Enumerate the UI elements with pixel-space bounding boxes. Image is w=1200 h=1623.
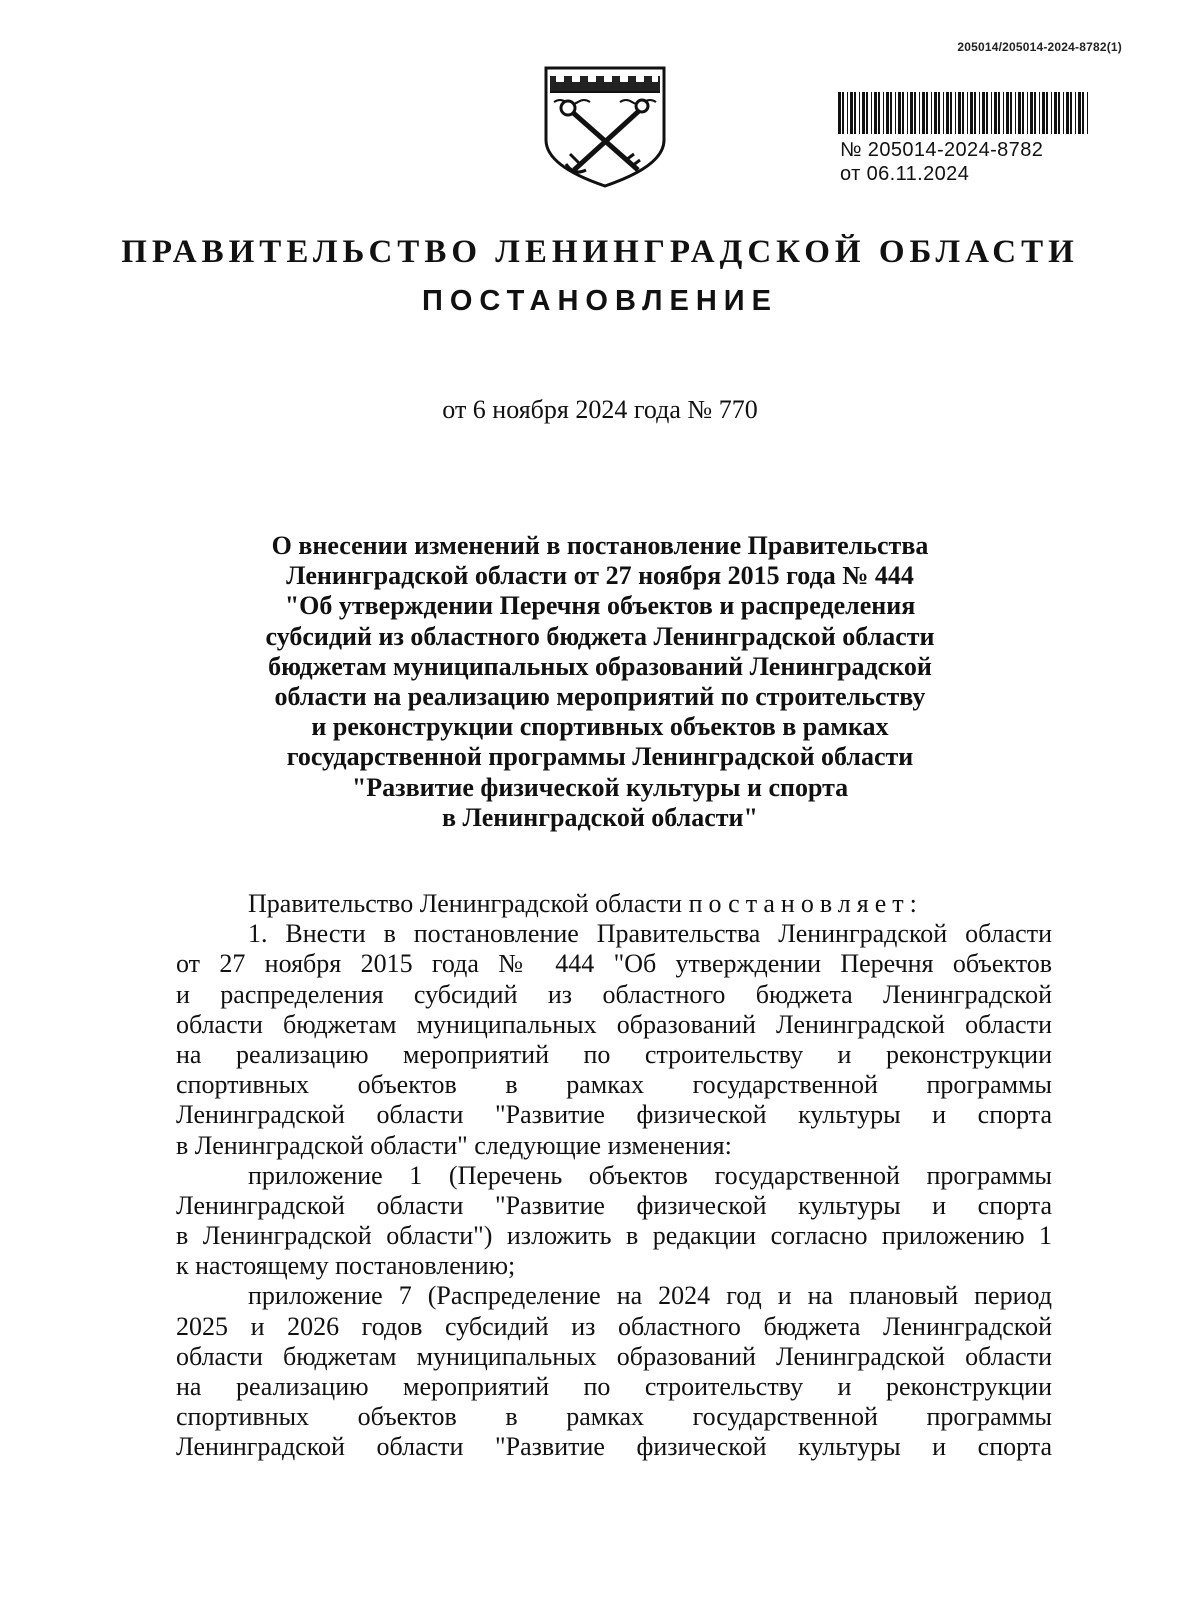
barcode-bar (955, 92, 956, 134)
barcode-bar (1010, 92, 1012, 134)
barcode-bar (862, 92, 865, 134)
barcode-bar (1087, 92, 1088, 134)
body-line: к настоящему постановлению; (176, 1251, 516, 1281)
barcode-bar (922, 92, 925, 134)
barcode-bar (914, 92, 916, 134)
barcode-bar (950, 92, 952, 134)
subject-line: и реконструкции спортивных объектов в рамках (311, 712, 889, 742)
body-line: области бюджетам муниципальных образований Ленинградской области (176, 1009, 1052, 1039)
registration-date: от 06.11.2024 (840, 163, 970, 185)
subject-line: субсидий из областного бюджета Ленинградской области (265, 621, 935, 651)
barcode-bar (890, 92, 892, 134)
body-line: Ленинградской области "Развитие физической культуры и спорта (176, 1190, 1052, 1220)
barcode-bar (1015, 92, 1016, 134)
barcode-bar (991, 92, 992, 134)
body-line: области бюджетам муниципальных образований Ленинградской области (176, 1341, 1052, 1371)
barcode-bar (919, 92, 920, 134)
barcode-bar (1078, 92, 1081, 134)
barcode-bar (946, 92, 949, 134)
barcode-bar (1051, 92, 1052, 134)
barcode-bar (979, 92, 980, 134)
body-intro (176, 889, 1052, 919)
barcode-bar (1082, 92, 1084, 134)
barcode-bar (883, 92, 884, 134)
barcode-bar (859, 92, 860, 134)
body-line: приложение 1 (Перечень объектов государственной программы (248, 1160, 1052, 1190)
barcode-bar (926, 92, 928, 134)
body-line: 1. Внести в постановление Правительства Ленинградской области (248, 919, 1052, 949)
body-line: на реализацию мероприятий по строительству и реконструкции (176, 1372, 1052, 1401)
barcode-bar (842, 92, 844, 134)
barcode-bar (934, 92, 937, 134)
barcode-bar (974, 92, 976, 134)
registration-block (838, 92, 1098, 186)
barcode-bar (943, 92, 944, 134)
barcode-bar (1075, 92, 1076, 134)
subject-line: Ленинградской области от 27 ноября 2015 года № 444 (286, 561, 914, 591)
barcode-bar (850, 92, 853, 134)
government-title: ПРАВИТЕЛЬСТВО ЛЕНИНГРАДСКОЙ ОБЛАСТИ (121, 234, 1079, 270)
barcode-bar (958, 92, 961, 134)
document-body (176, 889, 1052, 1463)
body-line: 2025 и 2026 годов субсидий из областного бюджета Ленинградской (176, 1311, 1052, 1341)
barcode-bar (854, 92, 856, 134)
barcode-bar (938, 92, 940, 134)
barcode-bar (1054, 92, 1057, 134)
barcode-bar (898, 92, 901, 134)
barcode-bar (1003, 92, 1004, 134)
body-line: спортивных объектов в рамках государственной программы (176, 1402, 1052, 1432)
barcode-bar (907, 92, 908, 134)
barcode-bar (1034, 92, 1036, 134)
barcode-bar (874, 92, 877, 134)
barcode-bar (838, 92, 841, 134)
barcode-bar (1058, 92, 1060, 134)
barcode-bar (1022, 92, 1024, 134)
barcode-bar (962, 92, 964, 134)
body-line: в Ленинградской области") изложить в редакции согласно приложению 1 (176, 1221, 1052, 1251)
intro-text: Правительство Ленинградской области (248, 889, 689, 918)
barcode-bar (871, 92, 872, 134)
subject-line: области на реализацию мероприятий по строительству (274, 682, 926, 712)
barcode-bar (970, 92, 973, 134)
body-line: спортивных объектов в рамках государственной программы (176, 1070, 1052, 1100)
barcode-bar (967, 92, 968, 134)
barcode-bar (866, 92, 868, 134)
barcode-bar (1039, 92, 1040, 134)
barcode-bar (931, 92, 932, 134)
body-line: на реализацию мероприятий по строительству и реконструкции (176, 1039, 1052, 1069)
leningrad-oblast-coat-of-arms-icon (540, 58, 670, 188)
barcode-bar (998, 92, 1000, 134)
barcode-bar (895, 92, 896, 134)
barcode-bar (1006, 92, 1009, 134)
document-subject (190, 531, 1010, 833)
subject-line: бюджетам муниципальных образований Ленинградской (268, 651, 932, 681)
body-line: приложение 7 (Распределение на 2024 год и на плановый период (248, 1281, 1052, 1311)
subject-line: "Развитие физической культуры и спорта (351, 772, 849, 802)
document-date-number: от 6 ноября 2024 года № 770 (442, 395, 758, 424)
barcode-bar (886, 92, 889, 134)
body-line: в Ленинградской области" следующие изменения: (176, 1130, 732, 1160)
barcode-bar (1063, 92, 1064, 134)
barcode-bar (902, 92, 904, 134)
barcode-bar (982, 92, 985, 134)
body-line: и распределения субсидий из областного бюджета Ленинградской (176, 979, 1052, 1009)
barcode-bar (1018, 92, 1021, 134)
barcode-bar (1046, 92, 1048, 134)
barcode-bar (994, 92, 997, 134)
barcode-bar (1042, 92, 1045, 134)
barcode-bar (1030, 92, 1033, 134)
subject-line: государственной программы Ленинградской области (286, 742, 914, 772)
subject-line: в Ленинградской области" (442, 802, 758, 832)
barcode-bar (847, 92, 848, 134)
barcode-bar (986, 92, 988, 134)
document-type: ПОСТАНОВЛЕНИЕ (422, 285, 778, 317)
registration-number: № 205014-2024-8782 (840, 139, 1044, 161)
subject-line: "Об утверждении Перечня объектов и распределения (284, 591, 916, 621)
barcode-bar (878, 92, 880, 134)
body-line: Ленинградской области "Развитие физической культуры и спорта (176, 1432, 1052, 1462)
body-line: Ленинградской области "Развитие физической культуры и спорта (176, 1100, 1052, 1130)
subject-line: О внесении изменений в постановление Правительства (271, 531, 929, 560)
body-line: от 27 ноября 2015 года № 444 "Об утверждении Перечня объектов (176, 949, 1052, 979)
document-id: 205014/205014-2024-8782(1) (957, 40, 1122, 54)
barcode-bar (1066, 92, 1069, 134)
intro-decree-word: постановляет: (688, 889, 923, 918)
barcode-icon (838, 92, 1090, 134)
barcode-bar (1027, 92, 1028, 134)
barcode-bar (1070, 92, 1072, 134)
barcode-bar (910, 92, 913, 134)
